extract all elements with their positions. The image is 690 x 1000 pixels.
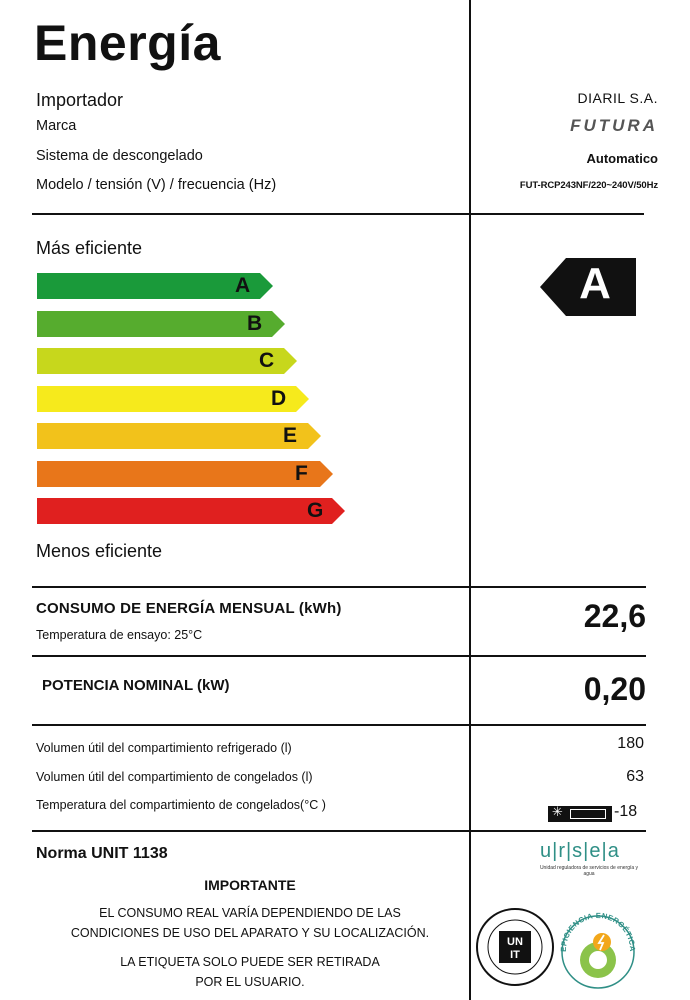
svg-text:EFICIENCIA ENERGÉTICA: EFICIENCIA ENERGÉTICA — [558, 910, 638, 952]
temp-congelados-label: Temperatura del compartimiento de congelados(°C ) — [36, 798, 326, 812]
efficiency-letter-c: C — [259, 349, 275, 372]
menos-eficiente-label: Menos eficiente — [36, 541, 163, 561]
efficiency-letter-f: F — [295, 462, 308, 485]
vol-refrigerado-label: Volumen útil del compartimiento refrigerado (l) — [36, 741, 292, 755]
consumo-label: CONSUMO DE ENERGÍA MENSUAL (kWh) — [36, 600, 342, 617]
consumo-temp-label: Temperatura de ensayo: 25°C — [36, 628, 203, 642]
efficiency-bar-d — [37, 386, 309, 412]
divider-header — [32, 213, 644, 215]
efficiency-letter-g: G — [307, 499, 324, 522]
vol-congelados-value: 63 — [626, 768, 644, 785]
sistema-label: Sistema de descongelado — [36, 148, 203, 164]
svg-text:UN: UN — [507, 936, 523, 948]
efficiency-letter-e: E — [283, 424, 298, 447]
importador-value: DIARIL S.A. — [577, 90, 658, 106]
svg-text:IT: IT — [510, 949, 520, 961]
sistema-value: Automatico — [586, 151, 658, 166]
marca-label: Marca — [36, 118, 77, 134]
vertical-divider — [469, 0, 471, 1000]
warning-line-2: CONDICIONES DE USO DEL APARATO Y SU LOCALIZACIÓN. — [70, 926, 430, 940]
vol-congelados-label: Volumen útil del compartimiento de congelados (l) — [36, 770, 313, 784]
efficiency-bar-e — [37, 423, 321, 449]
efficiency-letter-b: B — [247, 312, 263, 335]
norma-label: Norma UNIT 1138 — [36, 845, 168, 862]
rating-letter: A — [579, 259, 611, 308]
efficiency-bar-c — [37, 348, 297, 374]
modelo-label: Modelo / tensión (V) / frecuencia (Hz) — [36, 177, 277, 193]
importante-heading: IMPORTANTE — [204, 877, 296, 893]
unit-seal-icon — [474, 906, 556, 988]
divider-scale — [32, 586, 646, 588]
divider-consumo — [32, 655, 646, 657]
potencia-value: 0,20 — [583, 671, 646, 707]
freezer-star-icon: ✳ — [548, 806, 612, 822]
modelo-value: FUT-RCP243NF/220~240V/50Hz — [519, 180, 658, 191]
consumo-value: 22,6 — [583, 598, 646, 634]
efficiency-bar-f — [37, 461, 333, 487]
potencia-label: POTENCIA NOMINAL (kW) — [42, 677, 230, 694]
divider-volumen — [32, 830, 646, 832]
efficiency-letter-a: A — [235, 274, 251, 297]
removal-line-2: POR EL USUARIO. — [195, 975, 305, 989]
removal-text — [32, 952, 468, 992]
efficiency-bar-g — [37, 498, 345, 524]
warning-line-1: EL CONSUMO REAL VARÍA DEPENDIENDO DE LAS — [99, 906, 401, 920]
page-title: Energía — [34, 15, 221, 71]
importador-label: Importador — [36, 90, 124, 110]
temp-congelados-value: -18 — [614, 803, 638, 820]
vol-refrigerado-value: 180 — [617, 735, 644, 752]
removal-line-1: LA ETIQUETA SOLO PUEDE SER RETIRADA — [120, 955, 380, 969]
divider-potencia — [32, 724, 646, 726]
efficiency-letter-d: D — [271, 387, 287, 410]
warning-text — [32, 903, 468, 943]
eficiencia-energetica-seal-icon — [552, 904, 644, 992]
mas-eficiente-label: Más eficiente — [36, 238, 143, 258]
ursea-subtitle: Unidad reguladora de servicios de energía y agua — [539, 865, 639, 877]
brand-logo: FUTURA — [570, 116, 658, 135]
ursea-logo: u|r|s|e|a — [540, 840, 620, 862]
